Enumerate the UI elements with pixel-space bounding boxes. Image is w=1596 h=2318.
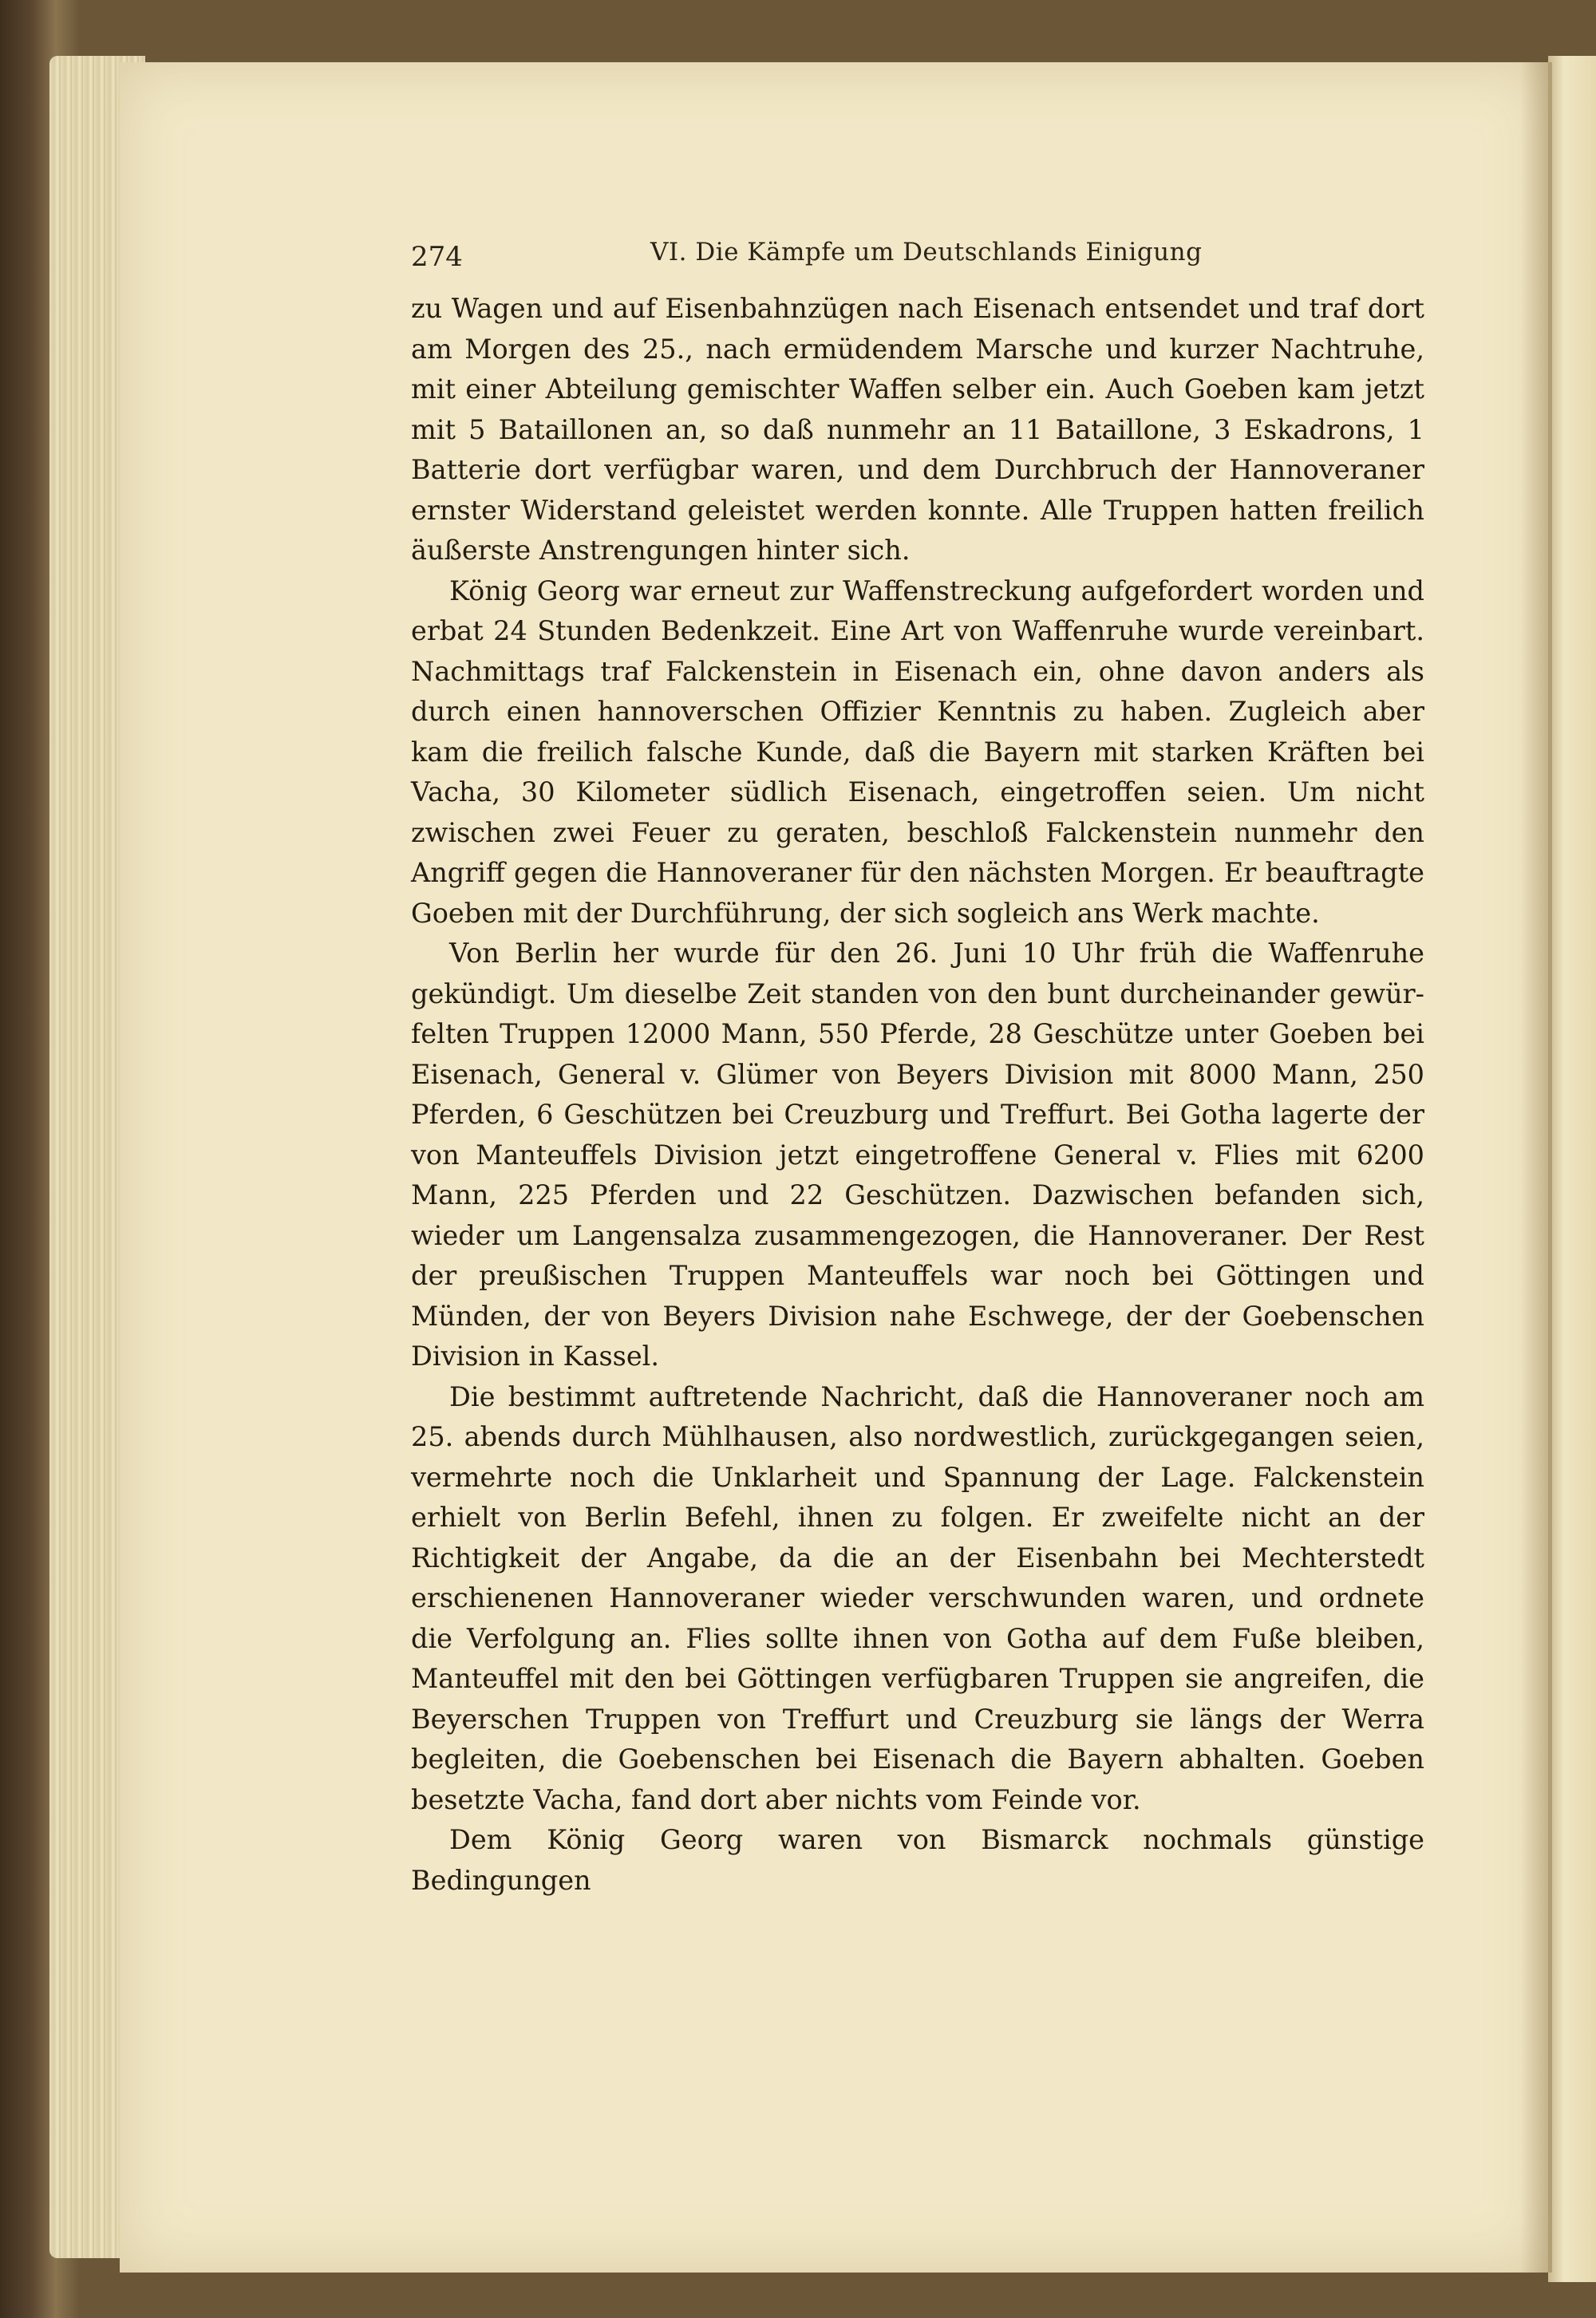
page-header [411, 238, 1424, 273]
paragraph: zu Wagen und auf Eisenbahnzügen nach Eisenach entsendet und traf dort am Morgen des 25., nach ermüdendem Marsche und kurzer Nachtruhe, mit einer Abteilung gemischter Waffen selber ein. Auch Goeben kam jetzt mit 5 Bataillonen an, so daß nunmehr an 11 Bataillone, 3 Eskadrons, 1 Batterie dort verfügbar waren, und dem Durchbruch der Hannoveraner ernster Widerstand geleistet werden konnte. Alle Truppen hatten freilich äußerste Anstrengungen hinter sich. [411, 293, 1424, 566]
page-number: 274 [411, 241, 463, 273]
running-head: VI. Die Kämpfe um Deutschlands Einigung [650, 238, 1203, 267]
paragraph: Die bestimmt auftretende Nachricht, daß die Hannoveraner noch am 25. abends durch Mühlhausen, also nordwestlich, zurückgegangen seien, vermehrte noch die Unklarheit und Spannung der Lage. Falckenstein erhielt von Berlin Befehl, ihnen zu folgen. Er zweifelte nicht an der Richtigkeit der Angabe, da die an der Eisenbahn bei Mechterstedt erschienenen Hannoveraner wieder verschwunden waren, und ordnete die Verfolgung an. Flies sollte ihnen von Gotha auf dem Fuße bleiben, Manteuffel mit den bei Göttingen verfügbaren Truppen sie angreifen, die Beyerschen Truppen von Treffurt und Creuzburg sie längs der Werra begleiten, die Goebenschen bei Eisenach die Bayern abhalten. Goeben besetzte Vacha, fand dort aber nichts vom Feinde vor. [411, 1380, 1424, 1815]
paragraph: König Georg war erneut zur Waffenstreckung aufgefordert worden und erbat 24 Stunden Bedenkzeit. Eine Art von Waffenruhe wurde vereinbart. Nachmittags traf Falckenstein in Eisenach ein, ohne davon anders als durch einen hannoverschen Offizier Kenntnis zu haben. Zugleich aber kam die freilich falsche Kunde, daß die Bayern mit starken Kräften bei Vacha, 30 Kilometer südlich Eisenach, eingetroffen seien. Um nicht zwischen zwei Feuer zu geraten, beschloß Falckenstein nunmehr den Angriff gegen die Hannoveraner für den nächsten Morgen. Er beauftragte Goeben mit der Durchführung, der sich sogleich ans Werk machte. [411, 575, 1424, 929]
gutter-shadow [1520, 62, 1552, 2273]
body-text [411, 289, 1424, 1901]
paragraph: Dem König Georg waren von Bismarck nochmals günstige Bedingungen [411, 1824, 1424, 1896]
facing-page-edge [1548, 56, 1596, 2282]
paragraph: Von Berlin her wurde für den 26. Juni 10 Uhr früh die Waffenruhe gekündigt. Um dieselbe Zeit standen von den bunt durcheinander gewürfelten Truppen 12000 Mann, 550 Pferde, 28 Geschütze unter Goeben bei Eisenach, General v. Glümer von Beyers Division mit 8000 Mann, 250 Pferden, 6 Geschützen bei Creuzburg und Treffurt. Bei Gotha lagerte der von Manteuffels Division jetzt eingetroffene General v. Flies mit 6200 Mann, 225 Pferden und 22 Geschützen. Dazwischen befanden sich, wieder um Langensalza zusammengezogen, die Hannoveraner. Der Rest der preußischen Truppen Manteuffels war noch bei Göttingen und Münden, der von Beyers Division nahe Eschwege, der der Goebenschen Division in Kassel. [411, 938, 1424, 1372]
